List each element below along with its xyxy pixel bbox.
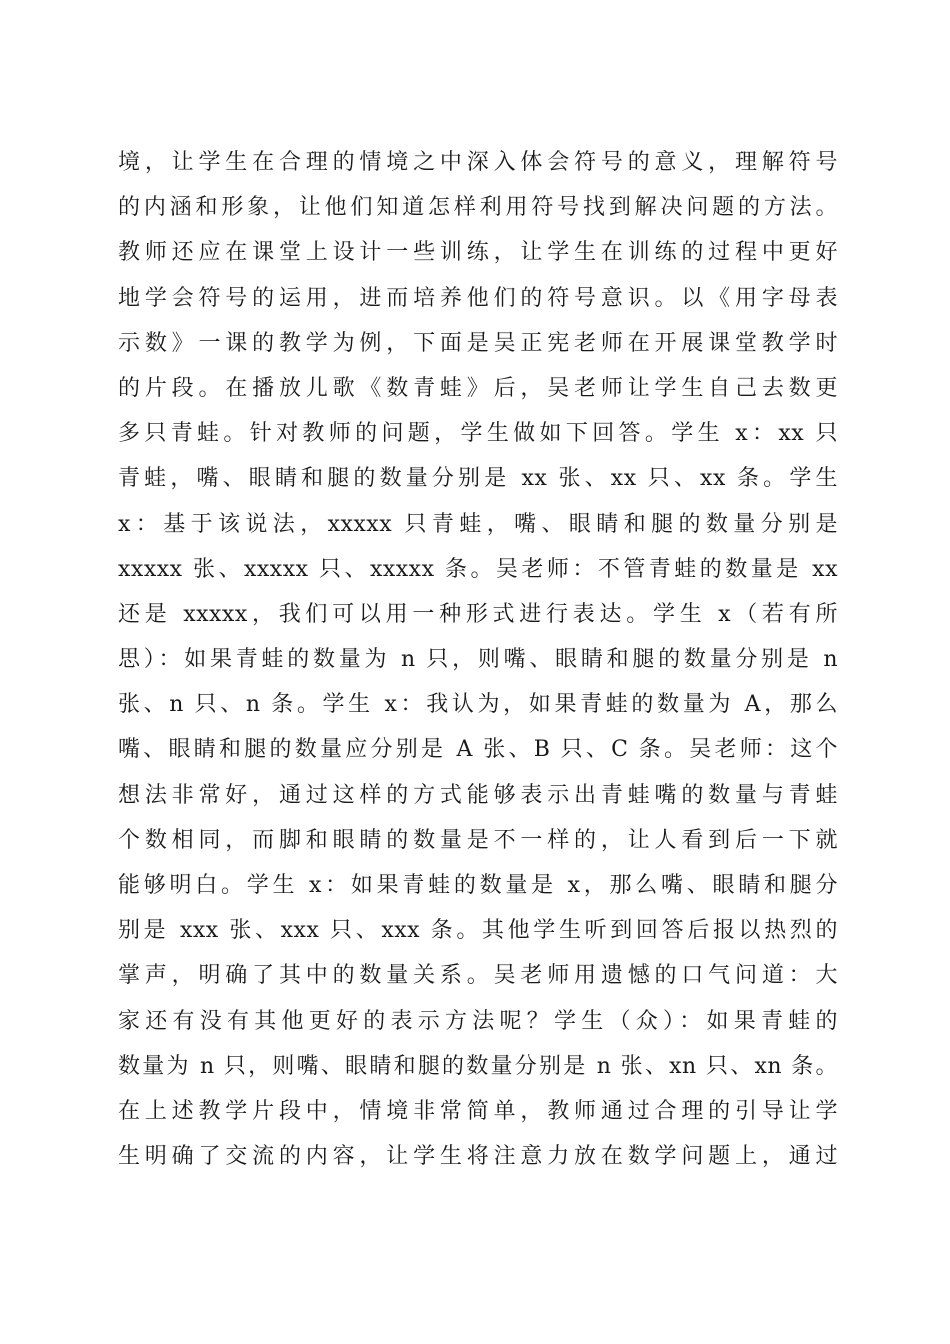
text-line: 示数》一课的教学为例，下面是吴正宪老师在开展课堂教学时 — [118, 330, 838, 356]
text-line: 地学会符号的运用，进而培养他们的符号意识。以《用字母表 — [118, 285, 838, 311]
text-line: 思）：如果青蛙的数量为 n 只，则嘴、眼睛和腿的数量分别是 n — [118, 647, 838, 673]
text-line: 青蛙，嘴、眼睛和腿的数量分别是 xx 张、xx 只、xx 条。学生 — [118, 466, 838, 492]
text-line: 的片段。在播放儿歌《数青蛙》后，吴老师让学生自己去数更 — [118, 375, 838, 401]
text-line: 掌声，明确了其中的数量关系。吴老师用遗憾的口气问道：大 — [118, 963, 838, 989]
text-line: 多只青蛙。针对教师的问题，学生做如下回答。学生 x：xx 只 — [118, 421, 838, 447]
text-line: 想法非常好，通过这样的方式能够表示出青蛙嘴的数量与青蛙 — [118, 782, 838, 808]
text-line: 嘴、眼睛和腿的数量应分别是 A 张、B 只、C 条。吴老师：这个 — [118, 737, 838, 763]
text-line: 教师还应在课堂上设计一些训练，让学生在训练的过程中更好 — [118, 240, 838, 266]
text-line: 的内涵和形象，让他们知道怎样利用符号找到解决问题的方法。 — [118, 195, 838, 221]
body-text — [118, 140, 838, 1179]
text-line: 个数相同，而脚和眼睛的数量是不一样的，让人看到后一下就 — [118, 827, 838, 853]
text-line: 还是 xxxxx，我们可以用一种形式进行表达。学生 x（若有所 — [118, 601, 838, 627]
text-line: xxxxx 张、xxxxx 只、xxxxx 条。吴老师：不管青蛙的数量是 xx — [118, 556, 838, 582]
text-line: 数量为 n 只，则嘴、眼睛和腿的数量分别是 n 张、xn 只、xn 条。 — [118, 1053, 838, 1079]
text-line: 家还有没有其他更好的表示方法呢？学生（众）：如果青蛙的 — [118, 1008, 838, 1034]
text-line: 能够明白。学生 x：如果青蛙的数量是 x，那么嘴、眼睛和腿分 — [118, 873, 838, 898]
text-line: 生明确了交流的内容，让学生将注意力放在数学问题上，通过 — [118, 1144, 838, 1170]
text-line: 别是 xxx 张、xxx 只、xxx 条。其他学生听到回答后报以热烈的 — [118, 918, 838, 944]
text-line: x：基于该说法，xxxxx 只青蛙，嘴、眼睛和腿的数量分别是 — [118, 511, 838, 537]
text-line: 张、n 只、n 条。学生 x：我认为，如果青蛙的数量为 A，那么 — [118, 692, 838, 718]
text-line: 境，让学生在合理的情境之中深入体会符号的意义，理解符号 — [118, 150, 838, 175]
text-line: 在上述教学片段中，情境非常简单，教师通过合理的引导让学 — [118, 1098, 838, 1124]
